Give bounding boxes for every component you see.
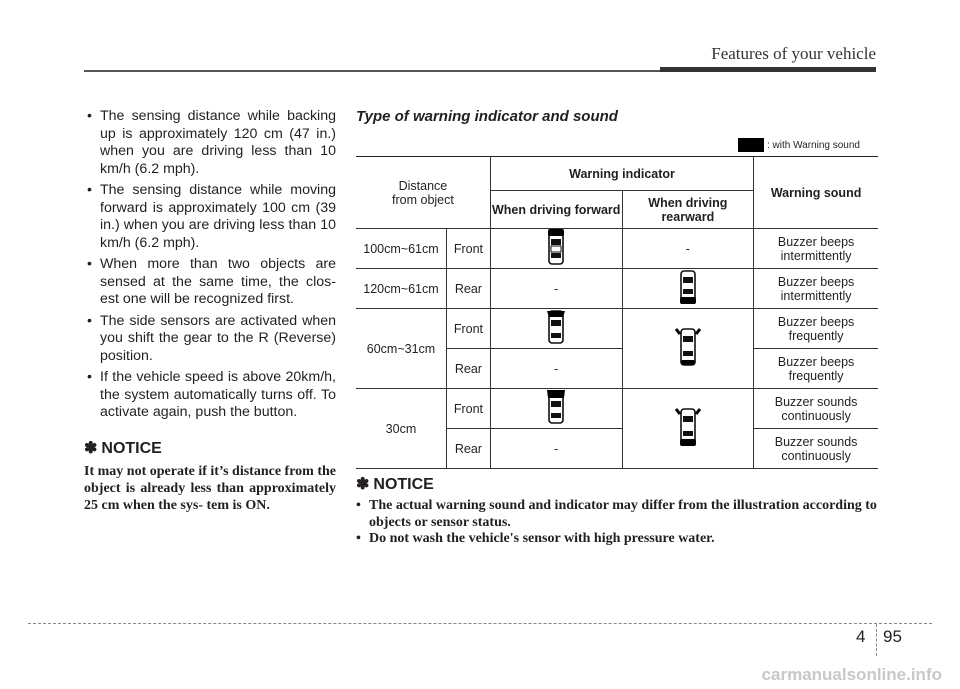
sound-cell: Buzzer beeps intermittently	[754, 269, 878, 309]
forward-indicator-cell: -	[490, 269, 622, 309]
list-item: • The side sensors are activated when you shift the gear to the R (Reverse) position.	[87, 312, 336, 364]
position-cell: Rear	[446, 269, 490, 309]
right-column	[356, 108, 878, 463]
distance-cell: 100cm~61cm	[356, 229, 446, 269]
header-distance: Distance from object	[356, 157, 490, 229]
header-rule-accent	[660, 67, 876, 72]
forward-indicator-cell	[490, 389, 622, 429]
notice-star-icon: ✽	[84, 439, 98, 457]
header-rearward: When driving rearward	[622, 191, 754, 229]
table-row	[356, 269, 878, 309]
sound-cell: Buzzer beeps frequently	[754, 349, 878, 389]
sound-cell: Buzzer beeps frequently	[754, 309, 878, 349]
notice-list	[356, 498, 878, 548]
list-item: • The sensing distance while backing up is approximately 120 cm (47 in.) when you are driving less than 10 km/h (6.2 mph).	[87, 108, 336, 177]
sound-cell: Buzzer beeps intermittently	[754, 229, 878, 269]
rearward-indicator-cell: -	[622, 229, 754, 269]
notice-text: It may not operate if it’s distance from the object is already less than approximately 25 cm when the sys- tem is ON.	[84, 464, 336, 513]
car-front-full-icon	[545, 389, 567, 425]
watermark: carmanualsonline.info	[761, 665, 942, 684]
distance-cell: 30cm	[356, 389, 446, 469]
position-cell: Rear	[446, 349, 490, 389]
position-cell: Front	[446, 389, 490, 429]
car-front-corners-icon	[545, 309, 567, 345]
notice-star-icon: ✽	[356, 476, 370, 493]
rearward-indicator-cell	[622, 269, 754, 309]
sound-cell: Buzzer sounds continuously	[754, 389, 878, 429]
rearward-indicator-cell	[622, 389, 754, 469]
table-row	[356, 389, 878, 429]
legend: : with Warning sound	[738, 138, 860, 152]
warning-indicator-table	[356, 156, 878, 469]
sound-cell: Buzzer sounds continuously	[754, 429, 878, 469]
car-front-sensor-icon	[547, 229, 565, 265]
notice-heading: ✽ NOTICE	[84, 439, 162, 457]
header-warning-sound: Warning sound	[754, 157, 878, 229]
list-item: • The actual warning sound and indicator may differ from the illustration according to objects or sensor status.	[356, 498, 877, 530]
notice-section	[356, 474, 878, 548]
warning-sound-swatch	[738, 138, 764, 152]
forward-indicator-cell	[490, 229, 622, 269]
forward-indicator-cell	[490, 309, 622, 349]
page-separator	[876, 624, 877, 656]
table-row	[356, 229, 878, 269]
forward-indicator-cell: -	[490, 349, 622, 389]
distance-cell: 120cm~61cm	[356, 269, 446, 309]
list-item: • Do not wash the vehicle's sensor with high pressure water.	[356, 531, 715, 546]
page-number: 95	[883, 627, 902, 646]
notice-heading: ✽ NOTICE	[356, 476, 434, 493]
position-cell: Front	[446, 309, 490, 349]
position-cell: Rear	[446, 429, 490, 469]
list-item: • If the vehicle speed is above 20km/h, the system automatically turns off. To activate again, push the button.	[87, 369, 336, 420]
distance-cell: 60cm~31cm	[356, 309, 446, 389]
section-title: Type of warning indicator and sound	[356, 108, 618, 125]
footer-rule	[28, 623, 932, 624]
rearward-indicator-cell	[622, 309, 754, 389]
list-item: • When more than two objects are sensed at the same time, the clos- est one will be recognized first.	[87, 256, 336, 307]
car-rear-full-icon	[673, 406, 703, 448]
car-rear-sensor-icon	[679, 270, 697, 304]
left-column	[84, 108, 336, 514]
car-side-sensors-icon	[673, 326, 703, 368]
header-warning-indicator: Warning indicator	[490, 157, 753, 191]
position-cell: Front	[446, 229, 490, 269]
forward-indicator-cell: -	[490, 429, 622, 469]
page-header-title: Features of your vehicle	[711, 44, 876, 63]
sensing-bullet-list	[84, 108, 336, 422]
header-forward: When driving forward	[490, 191, 622, 229]
list-item: • The sensing distance while moving forward is approximately 100 cm (39 in.) when you are driving less than 10 km/h (6.2 mph).	[87, 182, 336, 251]
table-row	[356, 309, 878, 349]
chapter-number: 4	[856, 627, 866, 646]
